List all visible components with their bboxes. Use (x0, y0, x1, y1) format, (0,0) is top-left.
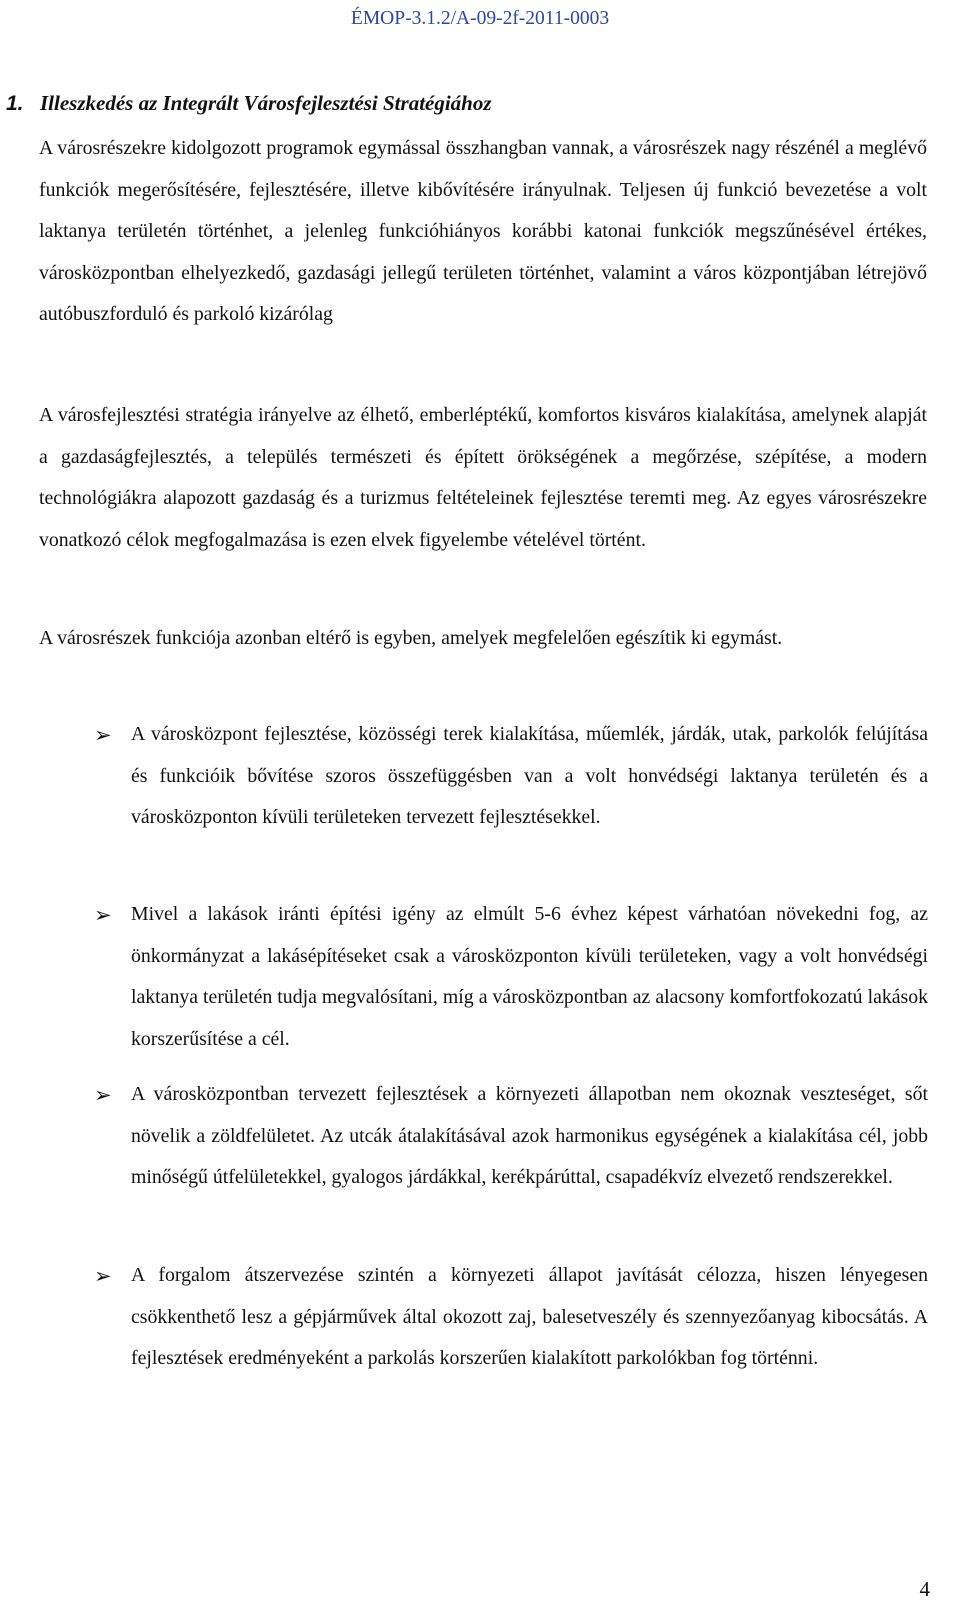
page-number: 4 (919, 1577, 930, 1601)
section-title: Illeszkedés az Integrált Városfejlesztési Stratégiához (40, 91, 492, 115)
list-item-text: A városközpontban tervezett fejlesztések a környezeti állapotban nem okoznak veszteséget, sőt növelik a zöldfelületet. Az utcák átalakításával azok harmonikus egységének a kialakítása cél, jobb minőségű útfelületekkel, gyalogos járdákkal, kerékpárúttal, csapadékvíz elvezető rendszerekkel. (131, 1083, 928, 1189)
list-item (94, 1255, 928, 1380)
arrow-bullet-icon: ➢ (94, 1264, 112, 1288)
list-item-text: A forgalom átszervezése szintén a környezeti állapot javítását célozza, hiszen lényegesen csökkenthető lesz a gépjárművek által okozott zaj, balesetveszély és szennyezőanyag kibocsátás. A fejlesztések eredményeként a parkolás korszerűen kialakított parkolókban fog történni. (131, 1264, 928, 1370)
list-item (94, 894, 928, 1060)
arrow-bullet-icon: ➢ (94, 903, 112, 927)
arrow-bullet-icon: ➢ (94, 723, 112, 747)
list-item-text: A városközpont fejlesztése, közösségi terek kialakítása, műemlék, járdák, utak, parkolók felújítása és funkcióik bővítése szoros összefüggésben van a volt honvédségi laktanya területén és a városközponton kívüli területeken tervezett fejlesztésekkel. (131, 723, 928, 829)
paragraph-2: A városfejlesztési stratégia irányelve az élhető, emberléptékű, komfortos kisváros kialakítása, amelynek alapját a gazdaságfejlesztés, a település természeti és épített örökségének a megőrzése, szépítése, a modern technológiákra alapozott gazdaság és a turizmus feltételeinek fejlesztése teremti meg. Az egyes városrészekre vonatkozó célok megfogalmazása is ezen elvek figyelembe vételével történt. (39, 404, 927, 551)
arrow-bullet-icon: ➢ (94, 1083, 112, 1107)
section-heading (6, 86, 926, 121)
paragraph-3: A városrészek funkciója azonban eltérő is egyben, amelyek megfelelően egészítik ki egymást. (39, 627, 783, 649)
list-item-text: Mivel a lakások iránti építési igény az elmúlt 5-6 évhez képest várhatóan növekedni fog, az önkormányzat a lakásépítéseket csak a városközponton kívüli területeken, vagy a volt honvédségi laktanya területén tudja megvalósítani, míg a városközpontban az alacsony komfortfokozatú lakások korszerűsítése a cél. (131, 903, 928, 1050)
list-item (94, 714, 928, 839)
page-header: ÉMOP-3.1.2/A-09-2f-2011-0003 (350, 8, 610, 29)
paragraph-1: A városrészekre kidolgozott programok egymással összhangban vannak, a városrészek nagy részénél a meglévő funkciók megerősítésére, fejlesztésére, illetve kibővítésére irányulnak. Teljesen új funkció bevezetése a volt laktanya területén történhet, a jelenleg funkcióhiányos korábbi katonai funkciók megszűnésével értékes, városközpontban elhelyezkedő, gazdasági jellegű területen történhet, valamint a város központjában létrejövő autóbuszforduló és parkoló kizárólag (39, 137, 927, 326)
section-number: 1. (6, 92, 24, 115)
list-item (94, 1074, 928, 1199)
